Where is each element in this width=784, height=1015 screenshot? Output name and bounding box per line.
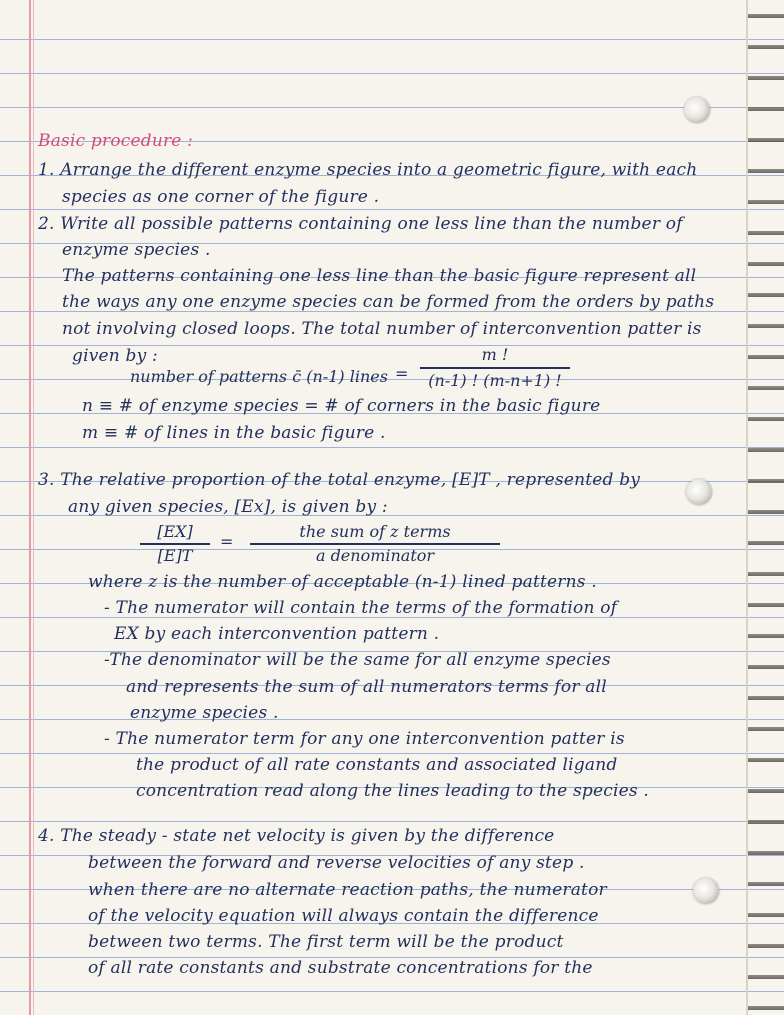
text-line: of all rate constants and substrate concentrations for the xyxy=(88,958,593,978)
margin-line-secondary xyxy=(33,0,34,1015)
formula2-lhs-numerator: [EX] xyxy=(157,522,193,541)
formula2-lhs-bar xyxy=(140,543,210,545)
text-line: 3. The relative proportion of the total enzyme, [E]T , represented by xyxy=(38,470,641,490)
formula1-lhs: number of patterns c̄ (n-1) lines xyxy=(130,367,388,386)
text-line: species as one corner of the figure . xyxy=(62,187,380,207)
formula2-rhs-bar xyxy=(250,543,500,545)
spiral-binding xyxy=(748,0,784,1015)
margin-line xyxy=(29,0,31,1015)
formula2-lhs-denominator: [E]T xyxy=(157,546,193,565)
text-line: - The numerator term for any one interconvention patter is xyxy=(104,729,625,749)
text-line: EX by each interconvention pattern . xyxy=(114,624,440,644)
formula2-rhs-denominator: a denominator xyxy=(315,546,435,565)
text-line: not involving closed loops. The total number of interconvention patter is xyxy=(62,319,702,339)
text-line: 1. Arrange the different enzyme species into a geometric figure, with each xyxy=(38,160,698,180)
text-line: - The numerator will contain the terms of the formation of xyxy=(104,598,618,618)
text-line: between two terms. The first term will be the product xyxy=(88,932,564,952)
punch-hole-top xyxy=(684,97,710,123)
text-line: m ≡ # of lines in the basic figure . xyxy=(82,423,386,443)
text-line: enzyme species . xyxy=(62,240,211,260)
text-line: concentration read along the lines leading to the species . xyxy=(136,781,650,801)
text-line: the ways any one enzyme species can be formed from the orders by paths xyxy=(62,292,715,312)
text-line: enzyme species . xyxy=(130,703,279,723)
formula1-equals: = xyxy=(395,364,409,383)
punch-hole-bottom xyxy=(693,878,719,904)
formula2-equals: = xyxy=(220,532,234,551)
formula1-numerator: m ! xyxy=(481,345,509,364)
text-line: given by : xyxy=(72,346,158,366)
formula1-denominator: (n-1) ! (m-n+1) ! xyxy=(428,371,562,390)
text-line: 4. The steady - state net velocity is given by the difference xyxy=(38,826,555,846)
section-heading: Basic procedure : xyxy=(38,131,194,151)
text-line: the product of all rate constants and associated ligand xyxy=(136,755,618,775)
punch-hole-middle xyxy=(686,479,712,505)
formula2-rhs-numerator: the sum of z terms xyxy=(299,522,451,541)
text-line: when there are no alternate reaction paths, the numerator xyxy=(88,880,607,900)
text-line: and represents the sum of all numerators terms for all xyxy=(126,677,607,697)
text-line: The patterns containing one less line than the basic figure represent all xyxy=(62,266,697,286)
text-line: any given species, [Ex], is given by : xyxy=(68,497,388,517)
text-line: n ≡ # of enzyme species = # of corners in the basic figure xyxy=(82,396,601,416)
text-line: where z is the number of acceptable (n-1) lined patterns . xyxy=(88,572,597,592)
text-line: of the velocity equation will always contain the difference xyxy=(88,906,599,926)
text-line: -The denominator will be the same for all enzyme species xyxy=(104,650,611,670)
formula1-fraction-bar xyxy=(420,367,570,369)
text-line: between the forward and reverse velocities of any step . xyxy=(88,853,585,873)
text-line: 2. Write all possible patterns containing one less line than the number of xyxy=(38,214,683,234)
